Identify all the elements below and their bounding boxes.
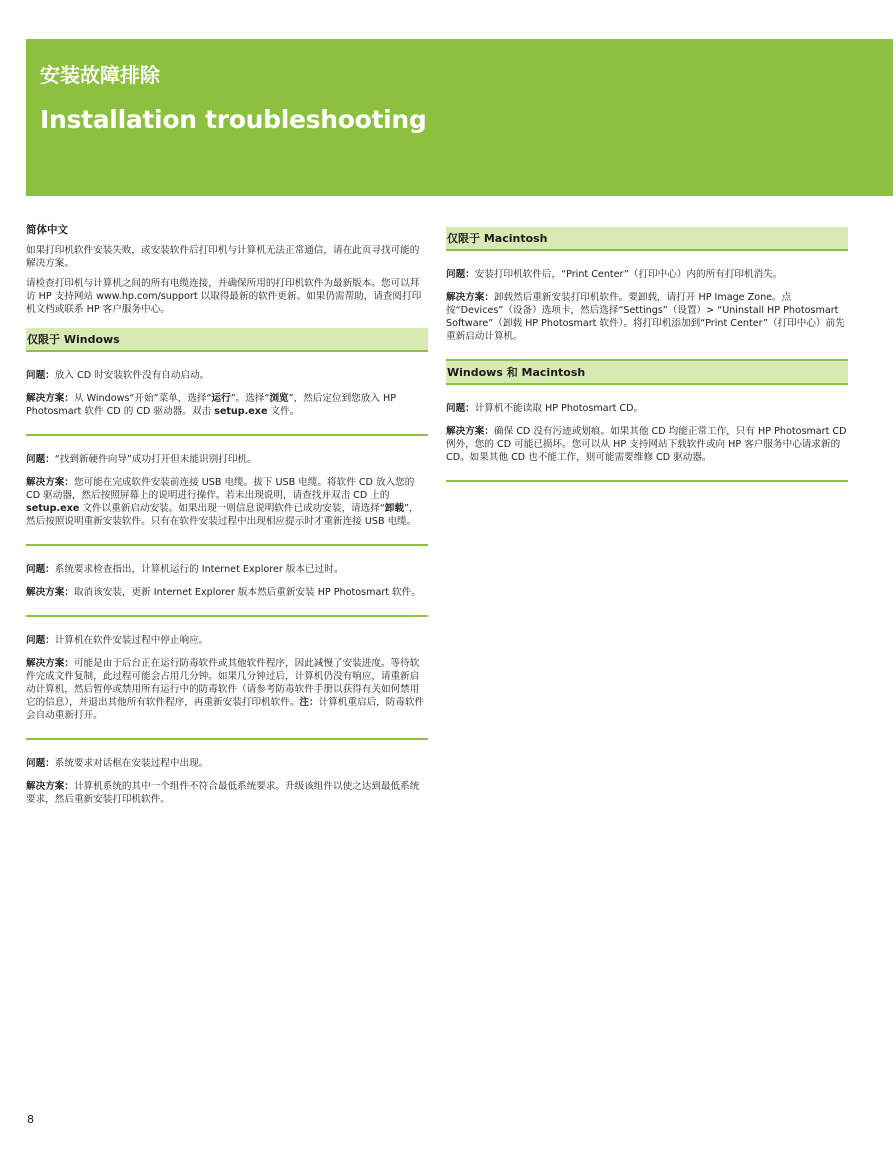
problem-label: 问题： — [446, 403, 475, 414]
solution-emphasis: setup.exe — [214, 406, 268, 417]
section-heading-windows-and-macintosh: Windows 和 Macintosh — [446, 361, 848, 385]
solution-description: ”。选择“ — [230, 393, 270, 404]
problem-label: 问题： — [26, 454, 55, 465]
solution-description: 计算机系统的其中一个组件不符合最低系统要求。升级该组件以使之达到最低系统要求，然后重新安装打印机软件。 — [26, 781, 420, 805]
troubleshooting-item — [26, 617, 428, 740]
solution-text — [446, 291, 848, 343]
solution-text — [26, 586, 428, 599]
solution-label: 解决方案： — [26, 393, 74, 404]
section-heading-macintosh: 仅限于 Macintosh — [446, 227, 848, 251]
solution-label: 解决方案： — [26, 587, 74, 598]
troubleshooting-item — [26, 352, 428, 436]
solution-text — [26, 780, 428, 806]
intro-paragraph-1: 如果打印机软件安装失败，或安装软件后打印机与计算机无法正常通信，请在此页寻找可能的解决方案。 — [26, 245, 420, 269]
troubleshooting-item — [26, 436, 428, 546]
troubleshooting-item — [446, 251, 848, 361]
solution-emphasis: setup.exe — [26, 503, 80, 514]
solution-description: 卸载然后重新安装打印机软件。要卸载，请打开 HP Image Zone。点按“Devices”（设备）选项卡，然后选择“Settings”（设置）> “Uninstall HP Photosmart Software”（卸载 HP Photosmart 软件）。将打印机添加到“Print Center”（打印中心）前先重新启动计算机。 — [446, 292, 845, 342]
section-heading-windows: 仅限于 Windows — [26, 328, 428, 352]
problem-text — [26, 757, 428, 770]
problem-label: 问题： — [26, 370, 55, 381]
solution-emphasis: 浏览 — [269, 393, 289, 404]
solution-emphasis: 注： — [299, 697, 319, 708]
problem-label: 问题： — [446, 269, 475, 280]
solution-label: 解决方案： — [26, 658, 74, 669]
header-banner — [26, 39, 893, 196]
problem-description: 安装打印机软件后，“Print Center”（打印中心）内的所有打印机消失。 — [474, 269, 783, 280]
solution-description: ”，然后定位到您放入 HP Photosmart 软件 CD 的 CD 驱动器。双击 — [26, 393, 396, 417]
problem-text — [446, 402, 848, 415]
intro-paragraph-2: 请检查打印机与计算机之间的所有电缆连接，并确保所用的打印机软件为最新版本。您可以拜访 HP 支持网站 www.hp.com/support 以取得最新的软件更新。如果仍需帮助，请查阅打印机文档或联系 HP 客户服务中心。 — [26, 278, 422, 315]
solution-description: ”，然后按照说明重新安装软件。只有在软件安装过程中出现相应提示时才重新连接 USB 电缆。 — [26, 503, 419, 527]
windows-items — [26, 352, 428, 822]
problem-description: 系统要求对话框在安装过程中出现。 — [54, 758, 209, 769]
page-title-chinese: 安装故障排除 — [40, 63, 160, 87]
solution-description: 取消该安装，更新 Internet Explorer 版本然后重新安装 HP Photosmart 软件。 — [73, 587, 421, 598]
solution-label: 解决方案： — [446, 426, 494, 437]
right-column — [446, 227, 848, 482]
problem-description: “找到新硬件向导”成功打开但未能识别打印机。 — [54, 454, 257, 465]
solution-text — [446, 425, 848, 464]
problem-text — [26, 563, 428, 576]
solution-label: 解决方案： — [446, 292, 494, 303]
solution-description: 从 Windows“开始”菜单，选择“ — [73, 393, 212, 404]
solution-description: 可能是由于后台正在运行防毒软件或其他软件程序，因此减慢了安装进度。等待软件完成文件复制，此过程可能会占用几分钟。如果几分钟过后，计算机仍没有响应，请重新启动计算机，然后暂停或禁用所有运行中的防毒软件（请参考防毒软件手册以获得有关如何禁用它的信息），并退出其他所有软件程序，再重新安装打印机软件。 — [26, 658, 420, 708]
solution-description: 确保 CD 没有污迹或划痕。如果其他 CD 均能正常工作，只有 HP Photosmart CD 例外，您的 CD 可能已损坏。您可以从 HP 支持网站下载软件或向 HP 客户服务中心请求新的 CD。如果其他 CD 也不能工作，则可能需要维修 CD 驱动器。 — [446, 426, 847, 463]
problem-label: 问题： — [26, 564, 55, 575]
solution-description: 您可能在完成软件安装前连接 USB 电缆。拔下 USB 电缆。将软件 CD 放入您的 CD 驱动器，然后按照屏幕上的说明进行操作。若未出现说明，请查找并双击 CD 上的 — [26, 477, 415, 501]
solution-emphasis: 运行 — [211, 393, 231, 404]
language-heading: 简体中文 — [26, 224, 68, 236]
troubleshooting-item — [26, 546, 428, 617]
problem-text — [446, 268, 848, 281]
solution-description: 计算机重启后，防毒软件会自动重新打开。 — [26, 697, 425, 721]
solution-description: 文件以重新启动安装。如果出现一则信息说明软件已成功安装，请选择“ — [79, 503, 385, 514]
problem-description: 系统要求检查指出，计算机运行的 Internet Explorer 版本已过时。 — [54, 564, 344, 575]
solution-label: 解决方案： — [26, 781, 74, 792]
macintosh-items — [446, 251, 848, 361]
problem-description: 放入 CD 时安装软件没有自动启动。 — [54, 370, 210, 381]
page-title-english: Installation troubleshooting — [40, 105, 427, 134]
solution-text — [26, 657, 428, 722]
problem-text — [26, 634, 428, 647]
solution-label: 解决方案： — [26, 477, 74, 488]
solution-emphasis: 卸载 — [384, 503, 404, 514]
problem-text — [26, 369, 428, 382]
page-number: 8 — [27, 1113, 34, 1126]
solution-text — [26, 476, 428, 528]
troubleshooting-item — [446, 385, 848, 482]
troubleshooting-item — [26, 740, 428, 822]
windows-and-macintosh-items — [446, 385, 848, 482]
problem-label: 问题： — [26, 758, 55, 769]
left-column — [26, 224, 428, 822]
solution-text — [26, 392, 428, 418]
problem-description: 计算机在软件安装过程中停止响应。 — [54, 635, 209, 646]
problem-label: 问题： — [26, 635, 55, 646]
problem-description: 计算机不能读取 HP Photosmart CD。 — [474, 403, 644, 414]
solution-description: 文件。 — [267, 406, 300, 417]
problem-text — [26, 453, 428, 466]
